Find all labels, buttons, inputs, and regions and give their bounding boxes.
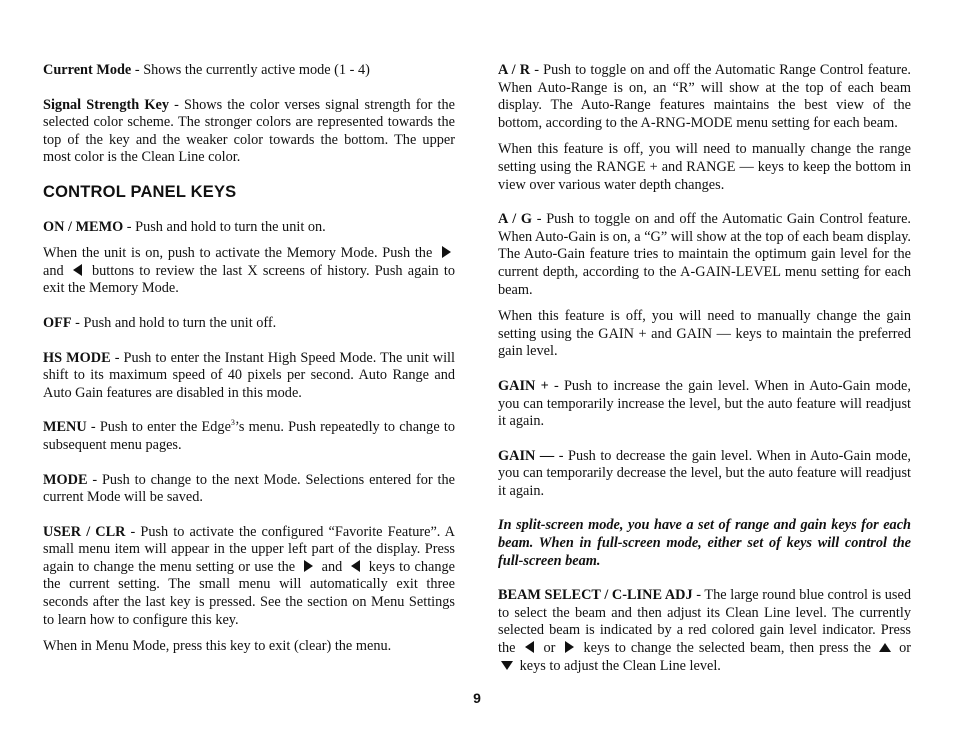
- ag-text: - Push to toggle on and off the Automatic Gain Control feature. When Auto-Gain is on, a “G” will show at the top of each beam display. The Auto-Gain feature tries to maintain the optimum gain level for the current depth, according to the A-GAIN-LEVEL menu setting for each beam.: [498, 211, 912, 298]
- user-clr-text-c: keys to change the current setting. The small menu will automatically exit three seconds after the last key is pressed. See the section on Menu Settings to learn how to configure this key.: [43, 558, 455, 628]
- menu-text-a: - Push to enter the Edge: [86, 419, 231, 436]
- memory-mode-text-a: When the unit is on, push to activate the Memory Mode. Push the: [43, 245, 437, 262]
- memory-mode-text-b: and: [43, 262, 69, 279]
- menu-superscript: 3: [230, 418, 235, 428]
- ar-text: - Push to toggle on and off the Automatic Range Control feature. When Auto-Range is on, an “R” will show at the top of each beam display. The Auto-Range features maintains the best view of the bottom, according to the A-RNG-MODE menu setting for each beam.: [498, 62, 911, 131]
- ar-term: A / R: [498, 62, 531, 78]
- user-clr-text-b: and: [317, 558, 347, 575]
- right-column: [498, 62, 911, 675]
- current-mode-term: Current Mode: [43, 62, 132, 78]
- gain-minus-paragraph: [498, 448, 911, 501]
- arrow-down-icon: [500, 658, 514, 672]
- hs-mode-term: HS MODE: [43, 349, 111, 366]
- page-number: 9: [473, 690, 481, 706]
- user-clr-text-a: - Push to activate the configured “Favorite Feature”. A small menu item will appear in the upper left part of the display. Press again to change the menu setting or use the: [43, 523, 455, 575]
- signal-strength-text: - Shows the color verses signal strength for the selected color scheme. The stronger colors are represented towards the top of the key and the weaker color towards the bottom. The upper most color is the Clean Line color.: [43, 96, 455, 166]
- current-mode-paragraph: [43, 62, 455, 80]
- mode-term: MODE: [43, 471, 88, 488]
- user-clr-paragraph-2: When in Menu Mode, press this key to exit (clear) the menu.: [43, 638, 392, 655]
- arrow-right-icon: [301, 559, 315, 573]
- mode-paragraph: [43, 472, 455, 507]
- off-paragraph: [43, 315, 455, 333]
- beam-select-term: BEAM SELECT / C-LINE ADJ: [498, 587, 693, 604]
- ar-paragraph: [498, 62, 911, 132]
- signal-strength-paragraph: [43, 97, 455, 167]
- arrow-left-icon: [523, 640, 537, 654]
- gain-plus-text: - Push to increase the gain level. When in Auto-Gain mode, you can temporarily increase the level, but the auto feature will readjust it again.: [498, 377, 911, 430]
- on-memo-text: - Push and hold to turn the unit on.: [123, 218, 326, 235]
- beam-select-text-e: keys to adjust the Clean Line level.: [516, 657, 721, 674]
- arrow-right-icon: [439, 245, 453, 259]
- memory-mode-paragraph: [43, 245, 455, 298]
- gain-plus-paragraph: [498, 378, 911, 431]
- off-term: OFF: [43, 314, 72, 331]
- beam-select-text-d: or: [894, 640, 911, 657]
- user-clr-paragraph: [43, 524, 455, 630]
- arrow-right-icon: [562, 640, 576, 654]
- user-clr-term: USER / CLR: [43, 523, 126, 540]
- beam-select-paragraph: [498, 587, 911, 675]
- arrow-left-icon: [349, 559, 363, 573]
- ag-paragraph: [498, 211, 911, 299]
- ar-paragraph-2: When this feature is off, you will need to manually change the range setting using the RANGE + and RANGE — keys to keep the bottom in view over various water depth changes.: [498, 141, 911, 193]
- signal-strength-term: Signal Strength Key: [43, 96, 169, 113]
- on-memo-paragraph: [43, 219, 455, 237]
- ag-term: A / G: [498, 211, 533, 228]
- split-screen-note: In split-screen mode, you have a set of range and gain keys for each beam. When in full-screen mode, either set of keys will control the full-screen beam.: [498, 517, 911, 569]
- hs-mode-paragraph: [43, 350, 455, 403]
- current-mode-text: - Shows the currently active mode (1 - 4): [131, 62, 370, 78]
- menu-text-b: ’s menu. Push repeatedly to change to subsequent menu pages.: [43, 419, 455, 453]
- ag-paragraph-2: When this feature is off, you will need to manually change the gain setting using the GAIN + and GAIN — keys to maintain the preferred gain level.: [498, 308, 911, 360]
- hs-mode-text: - Push to enter the Instant High Speed Mode. The unit will shift to its maximum speed of 40 pixels per second. Auto Range and Auto Gain features are disabled in this mode.: [43, 349, 456, 401]
- menu-paragraph: [43, 419, 455, 454]
- gain-minus-text: - Push to decrease the gain level. When in Auto-Gain mode, you can temporarily decrease the level, but the auto feature will readjust it again.: [498, 447, 911, 499]
- menu-term: MENU: [43, 419, 87, 436]
- beam-select-text-c: keys to change the selected beam, then press the: [578, 640, 877, 657]
- off-text: - Push and hold to turn the unit off.: [71, 314, 277, 331]
- on-memo-term: ON / MEMO: [43, 218, 124, 235]
- gain-minus-term: GAIN —: [498, 447, 555, 464]
- memory-mode-text-c: buttons to review the last X screens of history. Push again to exit the Memory Mode.: [43, 262, 455, 297]
- arrow-left-icon: [71, 263, 85, 277]
- left-column: [43, 62, 455, 656]
- beam-select-text-b: or: [538, 640, 561, 657]
- mode-text: - Push to change to the next Mode. Selections entered for the current Mode will be saved.: [43, 471, 455, 506]
- arrow-up-icon: [878, 640, 892, 654]
- beam-select-text-a: - The large round blue control is used to select the beam and then adjust its Clean Line level. The currently selected beam is indicated by a red colored gain level indicator. Press the: [498, 587, 911, 657]
- gain-plus-term: GAIN +: [498, 377, 549, 394]
- section-heading: CONTROL PANEL KEYS: [43, 182, 237, 201]
